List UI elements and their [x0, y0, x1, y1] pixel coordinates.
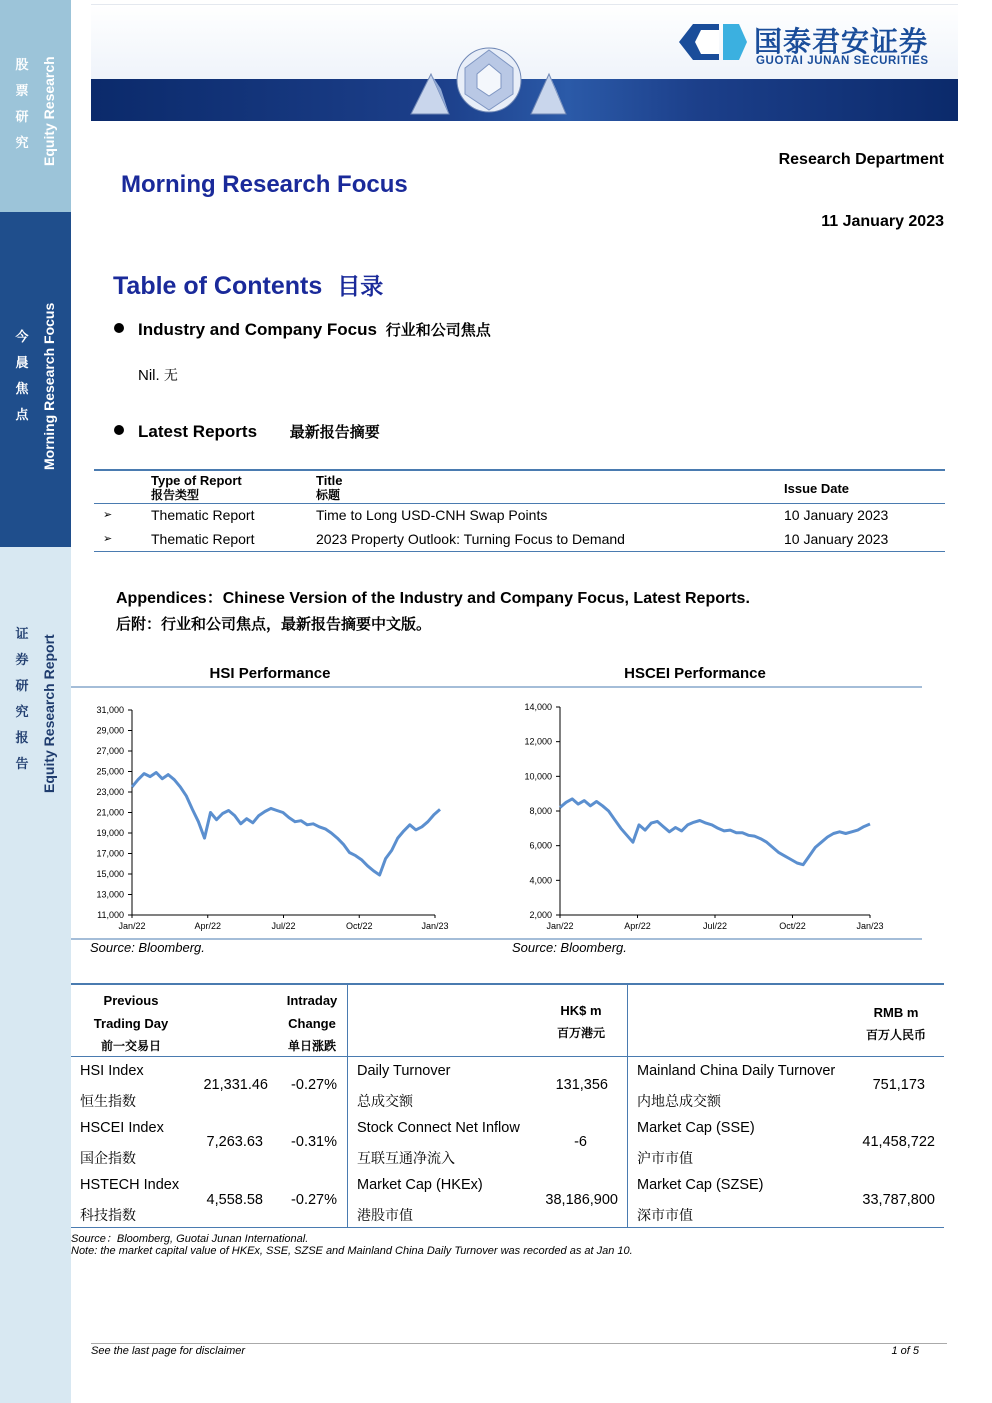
y-tick-label: 13,000	[96, 889, 124, 900]
nil-text: Nil. 无	[138, 367, 178, 384]
x-tick-label: Oct/22	[345, 921, 373, 931]
page-number: 1 of 5	[891, 1345, 919, 1357]
sidebar-en-label: Equity Research	[41, 56, 57, 166]
left-sidebar	[0, 0, 71, 1403]
company-logo	[679, 18, 959, 68]
toc-item-industry-focus: Industry and Company Focus 行业和公司焦点	[114, 319, 491, 340]
hsi-line-chart	[71, 684, 501, 940]
x-tick-label: Jul/22	[271, 921, 296, 931]
bullet-icon	[114, 323, 124, 333]
appendix-note-en: Appendices：Chinese Version of the Industry and Company Focus, Latest Reports.	[116, 590, 750, 607]
hsi-chart-source: Source: Bloomberg.	[90, 940, 205, 955]
arrow-bullet-icon: ➢	[103, 509, 113, 521]
diamond-graphic	[401, 44, 571, 121]
bullet-icon	[114, 425, 124, 435]
col-header-rmb: RMB m 百万人民币	[865, 1005, 926, 1042]
table-header-row: Type of Report 报告类型 Title 标题 Issue Date	[94, 469, 945, 504]
x-tick-label: Jan/22	[546, 921, 574, 931]
x-tick-label: Jan/23	[856, 921, 884, 931]
hsi-chart-title: HSI Performance	[209, 665, 331, 682]
y-tick-label: 17,000	[96, 848, 124, 859]
logo-chinese-text: 国泰君安证券	[754, 25, 929, 58]
report-title-link[interactable]: Time to Long USD-CNH Swap Points	[316, 507, 548, 523]
x-tick-label: Jan/22	[118, 921, 146, 931]
logo-icon	[679, 22, 747, 62]
y-tick-label: 23,000	[96, 787, 124, 797]
sidebar-en-label: Equity Research Report	[41, 634, 57, 793]
sidebar-section-research-report	[0, 547, 71, 1403]
appendix-note-cn: 后附：行业和公司焦点，最新报告摘要中文版。	[116, 615, 432, 633]
x-tick-label: Apr/22	[624, 921, 651, 931]
hscei-chart-source: Source: Bloomberg.	[512, 940, 627, 955]
sidebar-en-label: Morning Research Focus	[41, 302, 57, 470]
footer-divider	[91, 1343, 947, 1344]
hscei-line-chart	[501, 684, 922, 940]
hscei-chart-title: HSCEI Performance	[624, 665, 766, 682]
col-header-previous: Previous Trading Day 前一交易日	[93, 993, 169, 1053]
x-tick-label: Oct/22	[779, 921, 806, 931]
report-date: 11 January 2023	[821, 213, 944, 230]
y-tick-label: 2,000	[529, 910, 552, 920]
x-tick-label: Jan/23	[421, 921, 449, 931]
y-tick-label: 15,000	[96, 869, 124, 879]
y-tick-label: 29,000	[96, 725, 124, 736]
y-tick-label: 14,000	[524, 702, 552, 712]
toc-heading: Table of Contents 目录	[113, 272, 384, 300]
col-header-hk: HK$ m 百万港元	[556, 1003, 605, 1040]
x-tick-label: Jul/22	[702, 921, 728, 931]
series-line	[560, 799, 870, 865]
department-label: Research Department	[778, 151, 944, 168]
y-tick-label: 10,000	[524, 771, 552, 782]
y-tick-label: 19,000	[96, 828, 124, 838]
table-source-note: Source：Bloomberg, Guotai Junan International.	[71, 1233, 309, 1245]
sidebar-section-morning-focus	[0, 212, 71, 547]
logo-english-text: GUOTAI JUNAN SECURITIES	[756, 55, 929, 67]
y-tick-label: 25,000	[96, 766, 124, 777]
sidebar-cn-label: 证 券 研 究 报 告	[15, 627, 29, 772]
market-data-table: Previous Trading Day 前一交易日 Intraday Change 单日涨跌 HK$ m 百万港元 RMB m 百万人民币 HSI Index 恒生指数 21,331.46 -0.27% Daily Turnover 总成交额 131,356 Mainland China Daily Turnover 内地总成交额 751,173 HSCEI Index 国企指数 7,263.63 -0.31% Stock Connect Net Inflow 互联互通净流入 -6 Market Cap (SSE) 沪市市值 41,458,722 HSTECH Index 科技指数 4,558.58 -0.27% Market Cap (HKEx) 港股市值 38,186,900 Market Cap (SZSE) 深市市值 33,787,800	[71, 983, 944, 1228]
y-tick-label: 4,000	[529, 875, 552, 886]
sidebar-cn-label: 股 票 研 究	[15, 58, 29, 151]
y-tick-label: 21,000	[96, 807, 124, 818]
toc-item-latest-reports: Latest Reports 最新报告摘要	[114, 421, 380, 442]
header-banner	[91, 4, 958, 121]
y-tick-label: 27,000	[96, 746, 124, 756]
series-line	[132, 773, 440, 876]
table-row[interactable]: ➢ Thematic Report 2023 Property Outlook: Turning Focus to Demand 10 January 2023	[94, 528, 945, 552]
sidebar-section-equity-research	[0, 0, 71, 212]
report-title-link[interactable]: 2023 Property Outlook: Turning Focus to Demand	[316, 531, 625, 547]
col-header-change: Intraday Change 单日涨跌	[286, 993, 338, 1053]
sidebar-cn-label: 今 晨 焦 点	[15, 330, 29, 423]
x-tick-label: Apr/22	[194, 921, 222, 931]
table-footnote: Note: the market capital value of HKEx, SSE, SZSE and Mainland China Daily Turnover was recorded as at Jan 10.	[71, 1245, 633, 1257]
table-row[interactable]: ➢ Thematic Report Time to Long USD-CNH Swap Points 10 January 2023	[103, 507, 889, 523]
y-tick-label: 11,000	[97, 910, 124, 920]
footer-disclaimer: See the last page for disclaimer	[91, 1345, 246, 1357]
y-tick-label: 8,000	[529, 806, 552, 816]
latest-reports-table	[94, 469, 945, 552]
y-tick-label: 6,000	[529, 840, 552, 851]
y-tick-label: 31,000	[96, 705, 124, 715]
y-tick-label: 12,000	[524, 736, 552, 747]
page-title: Morning Research Focus	[121, 171, 408, 198]
arrow-bullet-icon: ➢	[103, 533, 113, 545]
